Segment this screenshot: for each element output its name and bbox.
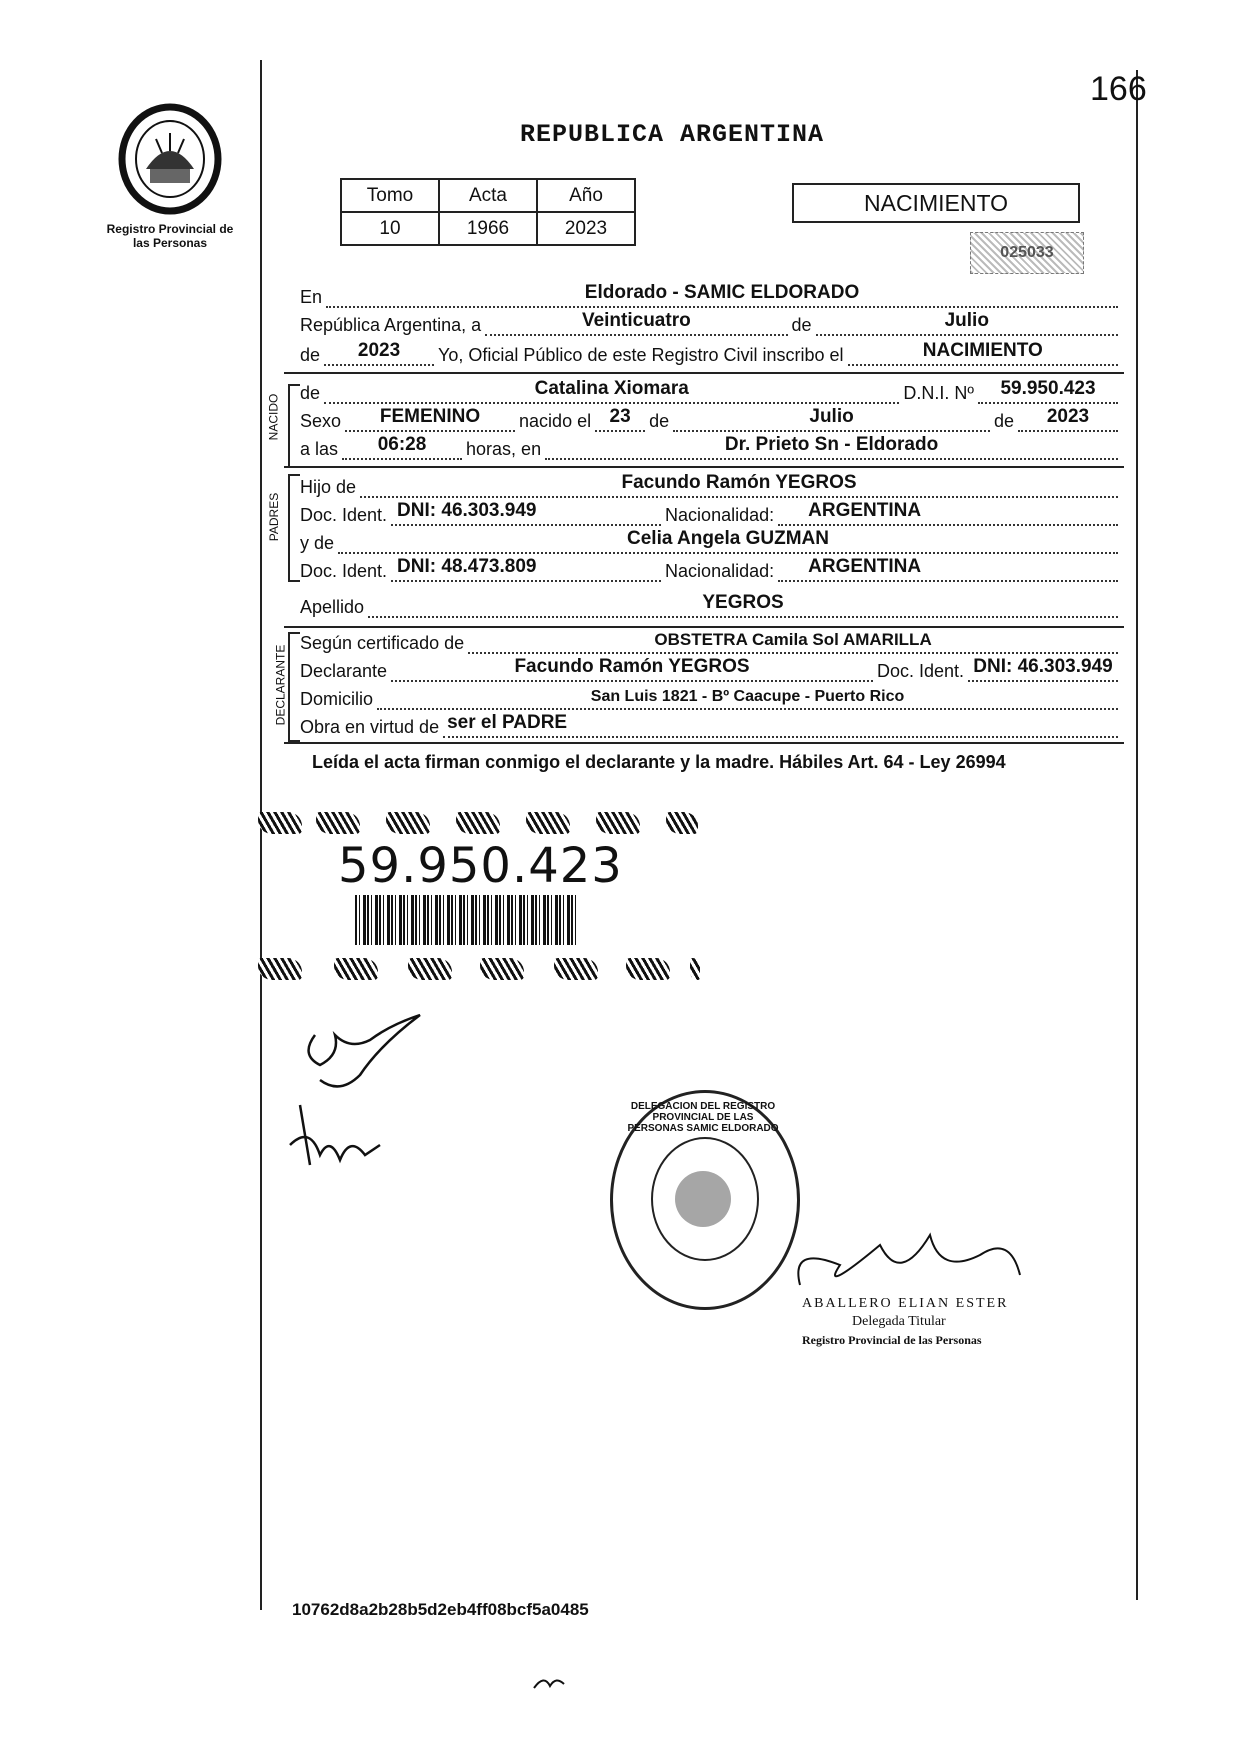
en-label: En (300, 287, 323, 307)
sexo-label: Sexo (300, 411, 342, 431)
segun-value: OBSTETRA Camila Sol AMARILLA (654, 630, 932, 649)
mes-value: Julio (944, 310, 989, 331)
row-apellido (300, 592, 1122, 618)
lugar-value: Dr. Prieto Sn - Eldorado (724, 434, 939, 455)
closing-statement: Leída el acta firman conmigo el declarante y la madre. Hábiles Art. 64 - Ley 26994 (312, 752, 1006, 772)
dni-large-number: 59.950.423 (338, 838, 623, 894)
value-anio: 2023 (537, 212, 635, 245)
side-label-declarante: DECLARANTE (273, 644, 288, 726)
alas-label: a las (300, 439, 339, 459)
row-padre-doc (300, 500, 1122, 526)
nac-mes-value: Julio (809, 406, 854, 427)
value-tomo: 10 (341, 212, 439, 245)
declarante-field (391, 658, 873, 682)
document-hash: 10762d8a2b28b5d2eb4ff08bcf5a0485 (292, 1600, 589, 1619)
domicilio-value: San Luis 1821 - Bº Caacupe - Puerto Rico (590, 688, 905, 705)
row-segun (300, 628, 1122, 654)
row-nombre (300, 378, 1122, 404)
row-madre-doc (300, 556, 1122, 582)
seal-emblem-icon (675, 1171, 731, 1227)
obra-field (443, 714, 1118, 738)
declarant-signatures (280, 995, 470, 1195)
mes-field (816, 312, 1118, 336)
registry-caption: Registro Provincial de las Personas (106, 222, 234, 250)
padre-nac-field (778, 502, 1118, 526)
padre-doc-field (391, 502, 661, 526)
row-domicilio (300, 684, 1122, 710)
nac-anio-value: 2023 (1046, 406, 1090, 427)
declarante-doc-value: DNI: 46.303.949 (973, 656, 1113, 677)
padre-value: Facundo Ramón YEGROS (621, 472, 857, 493)
header-acta: Acta (439, 179, 537, 212)
nac-mes-field (673, 408, 990, 432)
madre-doc-field (391, 558, 661, 582)
lugar-field (545, 436, 1118, 460)
declarante-value: Facundo Ramón YEGROS (514, 656, 750, 677)
seal-text: DELEGACION DEL REGISTRO PROVINCIAL DE LAS PERSONAS SAMIC ELDORADO (627, 1101, 779, 1134)
inscribo-field (848, 342, 1118, 366)
obra-label: Obra en virtud de (300, 717, 440, 737)
madre-doc-value: DNI: 48.473.809 (397, 556, 537, 577)
anio-value: 2023 (357, 340, 401, 361)
sexo-field (345, 408, 515, 432)
sexo-value: FEMENINO (379, 406, 481, 427)
left-margin-line (260, 60, 262, 1610)
value-acta: 1966 (439, 212, 537, 245)
row-madre (300, 528, 1122, 554)
apellido-value: YEGROS (702, 592, 784, 613)
madre-nac-label: Nacionalidad: (665, 561, 775, 581)
madre-doc-label: Doc. Ident. (300, 561, 388, 581)
hora-field (342, 436, 462, 460)
declarante-doc-field (968, 658, 1118, 682)
side-label-padres: PADRES (267, 492, 282, 542)
apellido-label: Apellido (300, 597, 365, 617)
hijo-label: Hijo de (300, 477, 357, 497)
header-tomo: Tomo (341, 179, 439, 212)
side-label-nacido: NACIDO (266, 393, 281, 441)
horas-label: horas, en (466, 439, 542, 459)
apellido-field (368, 594, 1118, 618)
padre-nac-label: Nacionalidad: (665, 505, 775, 525)
dni-barcode (355, 895, 577, 945)
misiones-emblem-icon (118, 103, 223, 215)
padre-doc-label: Doc. Ident. (300, 505, 388, 525)
row-hora (300, 434, 1122, 460)
madre-nac-value: ARGENTINA (808, 556, 922, 577)
nacido-bracket (288, 384, 300, 468)
initial-mark (530, 1670, 570, 1694)
anio-field (324, 342, 434, 366)
de-label: de (791, 315, 812, 335)
nombre-label: de (300, 383, 321, 403)
padre-field (360, 474, 1118, 498)
nac-de2-label: de (993, 411, 1014, 431)
dia-field (485, 312, 787, 336)
row-sexo (300, 406, 1122, 432)
row-republica (300, 310, 1122, 336)
nombre-field (324, 380, 899, 404)
divider-4 (284, 742, 1124, 744)
declarante-doc-label: Doc. Ident. (876, 661, 964, 681)
doc-type-box: NACIMIENTO (792, 183, 1080, 223)
nac-dia-value: 23 (609, 406, 631, 427)
domicilio-label: Domicilio (300, 689, 374, 709)
row-hijo (300, 472, 1122, 498)
en-value: Eldorado - SAMIC ELDORADO (584, 282, 860, 303)
stamp-number: 025033 (970, 232, 1084, 274)
padre-doc-value: DNI: 46.303.949 (397, 500, 537, 521)
dni-field (978, 380, 1118, 404)
row-declarante (300, 656, 1122, 682)
official-seal (610, 1090, 800, 1310)
divider-2 (284, 466, 1124, 468)
official-block (802, 1295, 1008, 1349)
dia-value: Veinticuatro (581, 310, 691, 331)
row-obra (300, 712, 1122, 738)
madre-field (338, 530, 1118, 554)
page-number: 166 (1090, 70, 1147, 108)
nacido-label: nacido el (519, 411, 592, 431)
nac-anio-field (1018, 408, 1118, 432)
header-anio: Año (537, 179, 635, 212)
row-en (300, 282, 1122, 308)
official-name: ABALLERO ELIAN ESTER (802, 1296, 1009, 1311)
madre-nac-field (778, 558, 1118, 582)
padres-bracket (288, 474, 300, 582)
nac-de-label: de (649, 411, 670, 431)
dni-label: D.N.I. Nº (903, 383, 974, 403)
official-org: Registro Provincial de las Personas (802, 1333, 982, 1347)
hora-value: 06:28 (377, 434, 427, 455)
record-table (340, 178, 636, 246)
de2-label: de (300, 345, 321, 365)
nac-dia-field (595, 408, 645, 432)
madre-value: Celia Angela GUZMAN (627, 528, 830, 549)
en-field (326, 284, 1118, 308)
dni-value: 59.950.423 (1000, 378, 1096, 399)
document-title: REPUBLICA ARGENTINA (520, 120, 825, 149)
yde-label: y de (300, 533, 335, 553)
nombre-value: Catalina Xiomara (534, 378, 689, 399)
segun-field (468, 630, 1118, 654)
province-logo (118, 103, 223, 220)
declarante-label: Declarante (300, 661, 388, 681)
declarante-bracket (288, 632, 300, 742)
right-margin-line (1136, 70, 1138, 1600)
row-inscribo (300, 340, 1122, 366)
domicilio-field (377, 686, 1118, 710)
obra-value: ser el PADRE (447, 712, 568, 733)
inscribo-value: NACIMIENTO (922, 340, 1043, 361)
divider-1 (284, 372, 1124, 374)
segun-label: Según certificado de (300, 633, 465, 653)
official-role: Delegada Titular (852, 1314, 946, 1329)
padre-nac-value: ARGENTINA (808, 500, 922, 521)
republica-label: República Argentina, a (300, 315, 482, 335)
yo-text: Yo, Oficial Público de este Registro Civil inscribo el (438, 345, 844, 365)
